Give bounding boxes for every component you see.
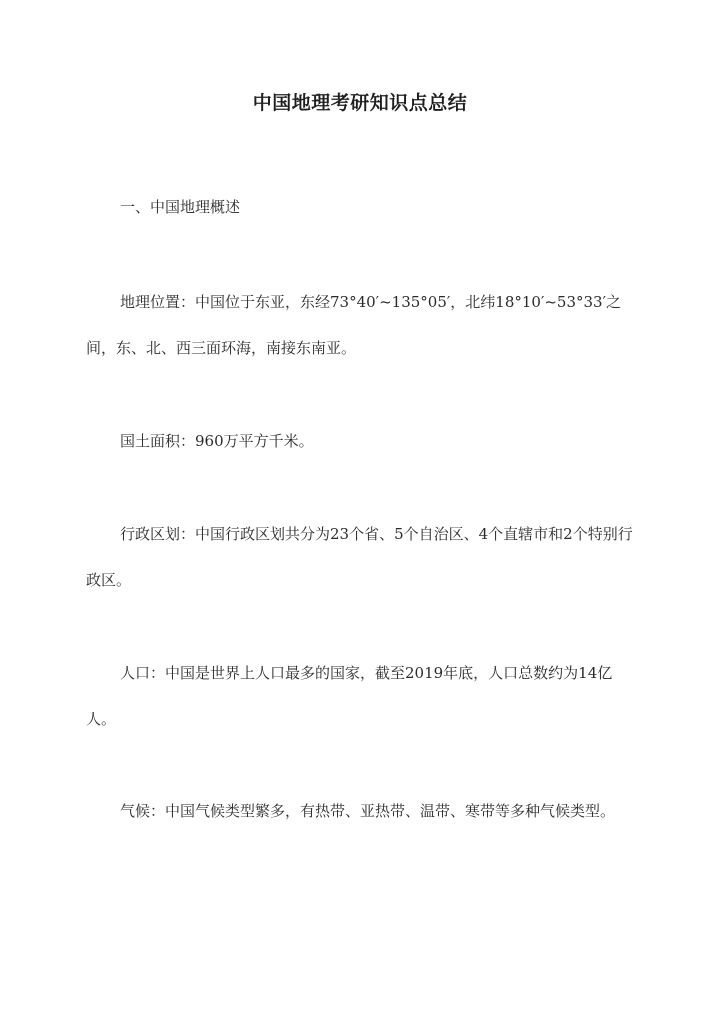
- paragraph-location: 地理位置：中国位于东亚，东经73°40′~135°05′，北纬18°10′~53°33′之间，东、北、西三面环海，南接东南亚。: [86, 293, 622, 357]
- paragraph-population: 人口：中国是世界上人口最多的国家，截至2019年底，人口总数约为14亿人。: [86, 664, 613, 728]
- document-title: 中国地理考研知识点总结: [252, 92, 468, 114]
- paragraph-administrative-divisions: 行政区划：中国行政区划共分为23个省、5个自治区、4个直辖市和2个特别行政区。: [86, 525, 633, 589]
- section-heading: 一、中国地理概述: [120, 198, 241, 216]
- paragraph-climate: 气候：中国气候类型繁多，有热带、亚热带、温带、寒带等多种气候类型。: [120, 802, 616, 820]
- paragraph-area: 国土面积：960万平方千米。: [120, 432, 314, 450]
